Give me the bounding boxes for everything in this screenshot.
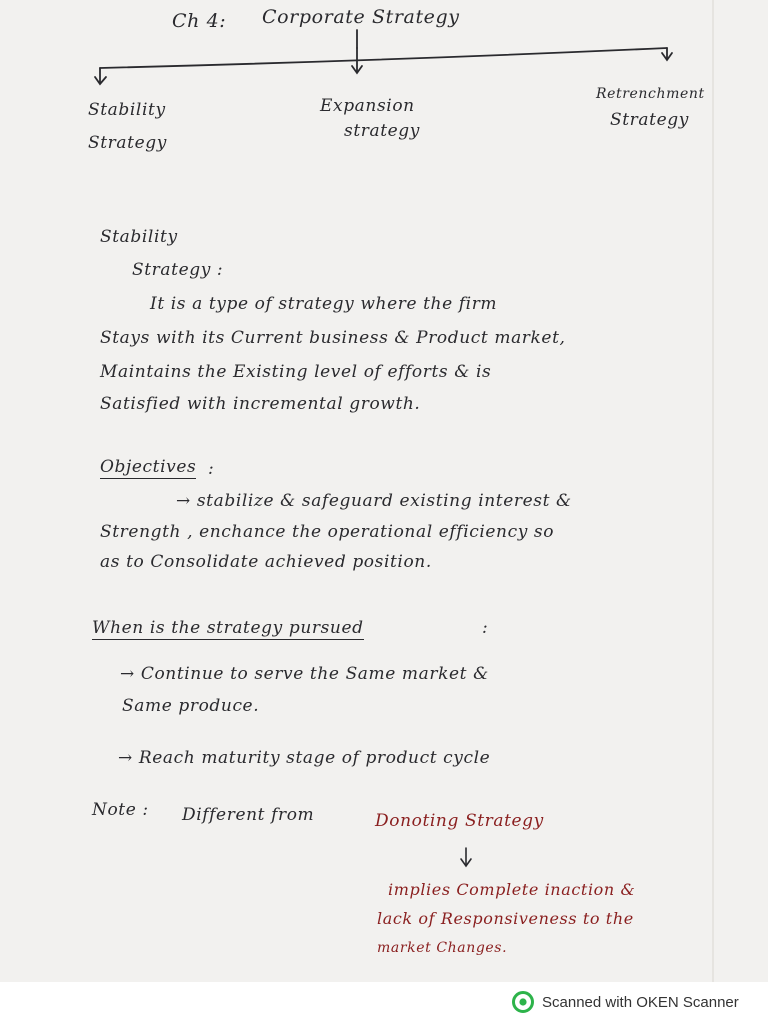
branch-retrenchment-line2: Strategy [610,110,689,130]
pursued-heading: When is the strategy pursued [92,618,364,638]
branch-retrenchment-line1: Retrenchment [596,86,705,102]
oken-scanner-logo-icon [512,991,534,1013]
pursued-item-line: → Continue to serve the Same market & [120,664,489,684]
note-text: Different from [182,805,315,825]
scanner-watermark [512,990,739,1014]
stability-paragraph-line: Maintains the Existing level of efforts & is [100,362,492,382]
branch-stability-line2: Strategy [88,133,167,153]
stability-heading-line2: Strategy : [132,260,224,280]
stability-heading-line1: Stability [100,227,178,247]
stability-paragraph-line: Stays with its Current business & Product market, [100,328,566,348]
branch-expansion-line2: strategy [344,121,420,141]
page-title: Corporate Strategy [262,6,460,28]
branch-stability-line1: Stability [88,100,166,120]
note-label: Note : [92,800,149,820]
stability-paragraph-line: It is a type of strategy where the firm [150,294,498,314]
objectives-line: → stabilize & safeguard existing interest & [176,491,572,511]
pursued-item-line: → Reach maturity stage of product cycle [118,748,491,768]
pursued-item-line: Same produce. [122,696,260,716]
stability-paragraph-line: Satisfied with incremental growth. [100,394,421,414]
objectives-line: Strength , enchance the operational efficiency so [100,522,555,542]
tree-horizontal-line [100,48,667,68]
note-red-line: market Changes. [377,940,508,956]
note-highlight: Donoting Strategy [375,811,544,831]
branch-expansion-line1: Expansion [320,96,415,116]
pursued-colon: : [482,618,489,638]
objectives-colon: : [208,459,215,479]
note-red-line: implies Complete inaction & [388,880,636,899]
objectives-line: as to Consolidate achieved position. [100,552,432,572]
scanner-watermark-text: Scanned with OKEN Scanner [542,993,739,1011]
note-red-line: lack of Responsiveness to the [377,909,634,928]
objectives-heading: Objectives [100,457,197,477]
chapter-label: Ch 4: [172,10,227,32]
